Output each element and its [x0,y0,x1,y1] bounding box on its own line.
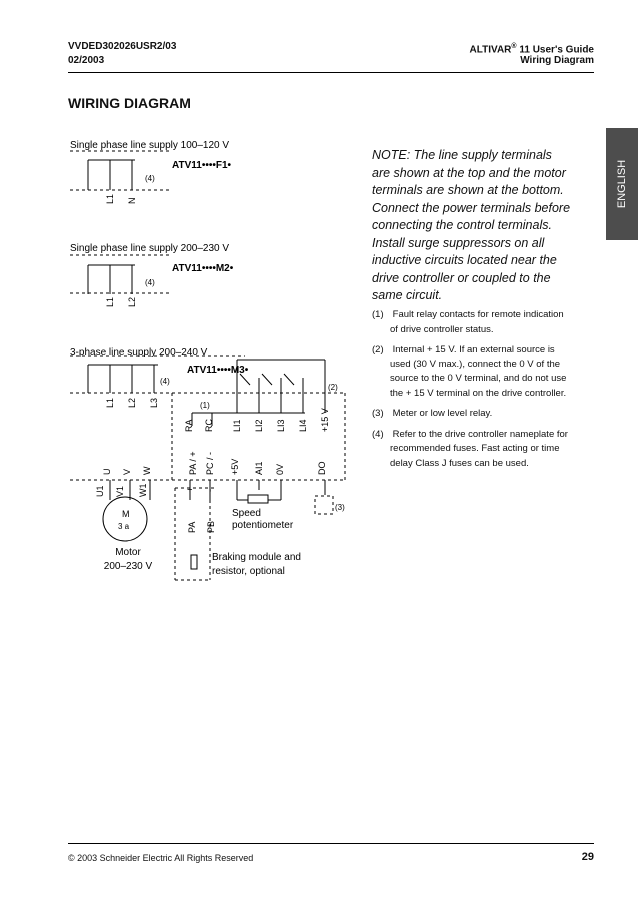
header-rule [68,72,594,73]
terminal-top: LI3 [276,419,286,432]
motor-label-2: 200–230 V [103,561,153,572]
registered-mark: ® [511,43,517,50]
brake-label-1: Braking module and [212,552,301,563]
product-title-post: 11 User's Guide [516,44,594,56]
terminal-bottom: AI1 [254,461,264,475]
footnote-continuation: source to the 0 V terminal, and do not use [390,373,567,384]
doc-date: 02/2003 [68,55,105,66]
footnote [372,308,604,337]
terminal-top: RA [184,419,194,432]
terminal-bottom: DO [317,461,327,475]
copyright: © 2003 Schneider Electric All Rights Reserved [68,853,254,863]
supply1-note: (4) [145,174,155,183]
footnote-first-line [372,407,604,422]
footnote-number: (2) [372,344,384,355]
footnote-continuation: delay Class J fuses can be used. [390,457,529,469]
footnote-continuation: of drive controller status. [390,323,494,335]
footnote [372,407,604,422]
footnote-continuation: the + 15 V terminal on the drive controller. [390,387,567,399]
brake-minus: - [205,489,215,492]
doc-code: VVDED302026USR2/03 [68,41,177,52]
footnotes [372,308,604,477]
supply2-title: Single phase line supply 200–230 V [70,243,230,254]
motor-label-1: Motor [115,547,141,558]
note-line: are shown at the top and the motor [372,165,566,180]
supply1-title: Single phase line supply 100–120 V [70,140,230,151]
terminal-bottom: V [122,468,132,475]
relay-note: (1) [200,401,210,410]
terminal-bottom: PA / + [188,451,198,475]
note-line: terminals are shown at the bottom. [372,183,564,197]
footnote-number: (1) [372,309,384,320]
pot-label-2: potentiometer [232,520,294,531]
terminal-top: RC [204,419,214,432]
footnote-text: Fault relay contacts for remote indication [390,309,564,320]
supply2-t1: L1 [105,296,115,307]
note-line: drive controller or coupled to the [372,270,551,285]
footnote-number: (4) [372,428,384,440]
note-line: same circuit. [372,288,443,302]
supply1-t2: N [127,197,137,204]
wiring-diagram [60,130,360,590]
brake-plus: + [185,486,195,492]
motor-terminal: V1 [115,485,125,497]
footnote-text: Refer to the drive controller nameplate for [390,428,568,440]
page-title: WIRING DIAGRAM [68,95,191,111]
footnote-continuation: recommended fuses. Fast acting or time [390,443,560,454]
brake-pa: PA [187,521,197,533]
terminal-bottom: W [142,466,152,475]
terminal-top: LI4 [298,419,308,432]
note-line: connecting the control terminals. [372,218,552,232]
source-note: (2) [328,383,338,392]
page-number: 29 [581,851,594,863]
supply2-model: ATV11••••M2• [172,263,234,274]
supply1-t1: L1 [105,193,115,204]
footnote [372,428,604,472]
motor-phase: 3 a [118,522,130,531]
supply2-t2: L2 [127,296,137,307]
section-name: Wiring Diagram [520,55,594,66]
footnote [372,343,604,401]
footnote-text: Internal + 15 V. If an external source is [390,344,555,355]
footnote-first-line [372,308,604,323]
note-line: Install surge suppressors on all [372,235,545,250]
motor-terminal: W1 [138,483,148,497]
note-line: NOTE: The line supply terminals [372,148,552,162]
footer-rule [68,843,594,844]
supply1-model: ATV11••••F1• [172,160,232,171]
supply3-model: ATV11••••M3• [187,365,249,376]
terminal-top: LI2 [254,419,264,432]
terminal-bottom: PC / - [205,451,215,475]
supply3-note: (4) [160,377,170,386]
footnote-text: Meter or low level relay. [390,408,493,419]
meter-note: (3) [335,503,345,512]
footnote-first-line [372,428,604,443]
terminal-top: LI1 [232,419,242,432]
terminal-bottom: 0V [275,463,285,475]
language-tab [606,128,638,240]
footnote-first-line [372,343,604,358]
brake-pb: PB [206,520,216,533]
product-title-pre: ALTIVAR [469,44,512,56]
supply3-t2: L2 [127,397,137,408]
footnote-continuation: used (30 V max.), connect the 0 V of the [390,358,561,370]
supply3-t1: L1 [105,397,115,408]
footnote-number: (3) [372,408,384,419]
pot-label-1: Speed [232,508,261,519]
note-line: inductive circuits located near the [372,253,557,267]
motor-symbol: M [122,509,130,519]
supply3-title: 3-phase line supply 200–240 V [70,347,208,358]
terminal-bottom: +5V [230,458,240,475]
terminal-top: +15 V [320,408,330,432]
motor-terminal: U1 [95,485,105,497]
brake-label-2: resistor, optional [212,566,285,577]
terminal-bottom: U [102,468,112,475]
supply2-note: (4) [145,278,155,287]
language-tab-label: ENGLISH [616,159,628,209]
note-line: Connect the power terminals before [372,200,571,215]
note-paragraph [372,147,597,305]
supply3-t3: L3 [149,397,159,408]
